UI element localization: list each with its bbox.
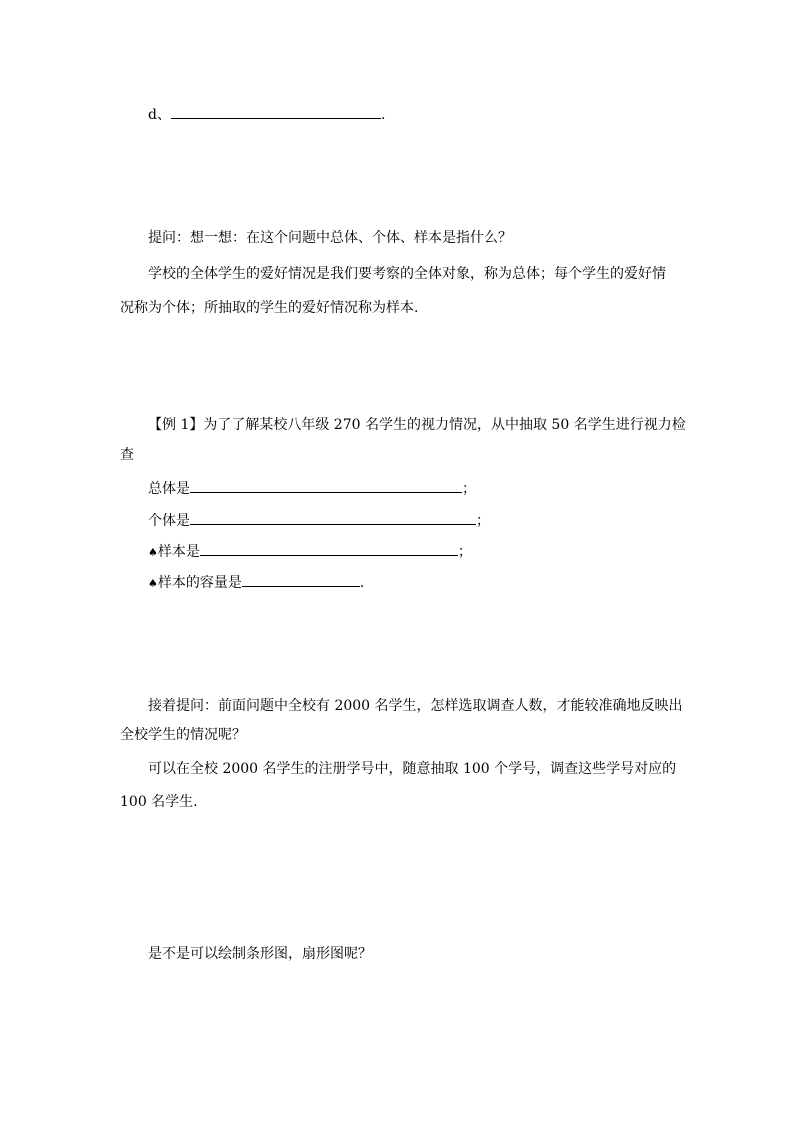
answer-1-line-1: 学校的全体学生的爱好情况是我们要考察的全体对象，称为总体；每个学生的爱好情: [148, 266, 666, 282]
fill-capacity-blank[interactable]: [242, 572, 360, 587]
fill-total: [148, 478, 476, 499]
fill-capacity: [148, 572, 364, 594]
fill-sample-blank[interactable]: [200, 541, 458, 556]
question-1: 提问：想一想：在这个问题中总体、个体、样本是指什么？: [148, 230, 512, 246]
fill-individual-blank[interactable]: [190, 510, 476, 525]
question-2-line-1: 接着提问：前面问题中全校有 2000 名学生，怎样选取调查人数，才能较准确地反映出: [148, 698, 683, 714]
example-1-line-1: 【例 1】为了了解某校八年级 270 名学生的视力情况，从中抽取 50 名学生进行视力检: [148, 417, 686, 433]
spade-icon: ♠: [148, 546, 158, 559]
fill-capacity-label: 样本的容量是: [157, 575, 242, 591]
answer-2-line-1: 可以在全校 2000 名学生的注册学号中，随意抽取 100 个学号，调查这些学号对应的: [148, 761, 677, 777]
fill-sample-label: 样本是: [157, 544, 200, 560]
fill-total-label: 总体是: [148, 481, 190, 497]
item-d-prefix: d、: [148, 107, 171, 123]
question-2-line-2: 全校学生的情况呢？: [120, 727, 246, 743]
fill-individual-suffix: ；: [476, 513, 490, 529]
answer-2-line-2: 100 名学生.: [120, 794, 198, 810]
item-d-blank[interactable]: [171, 104, 381, 119]
answer-1-line-2: 况称为个体；所抽取的学生的爱好情况称为样本.: [120, 300, 419, 316]
fill-sample-suffix: ；: [457, 544, 472, 560]
item-d: [148, 104, 385, 125]
fill-individual: [148, 510, 490, 531]
item-d-suffix: .: [380, 107, 386, 123]
fill-capacity-suffix: .: [359, 575, 365, 591]
spade-icon: ♠: [148, 577, 158, 590]
fill-sample: [148, 541, 472, 563]
fill-total-suffix: ；: [462, 481, 476, 497]
fill-total-blank[interactable]: [190, 478, 462, 493]
example-1-line-2: 查: [120, 447, 134, 463]
fill-individual-label: 个体是: [148, 513, 190, 529]
question-3: 是不是可以绘制条形图，扇形图呢？: [148, 946, 372, 962]
